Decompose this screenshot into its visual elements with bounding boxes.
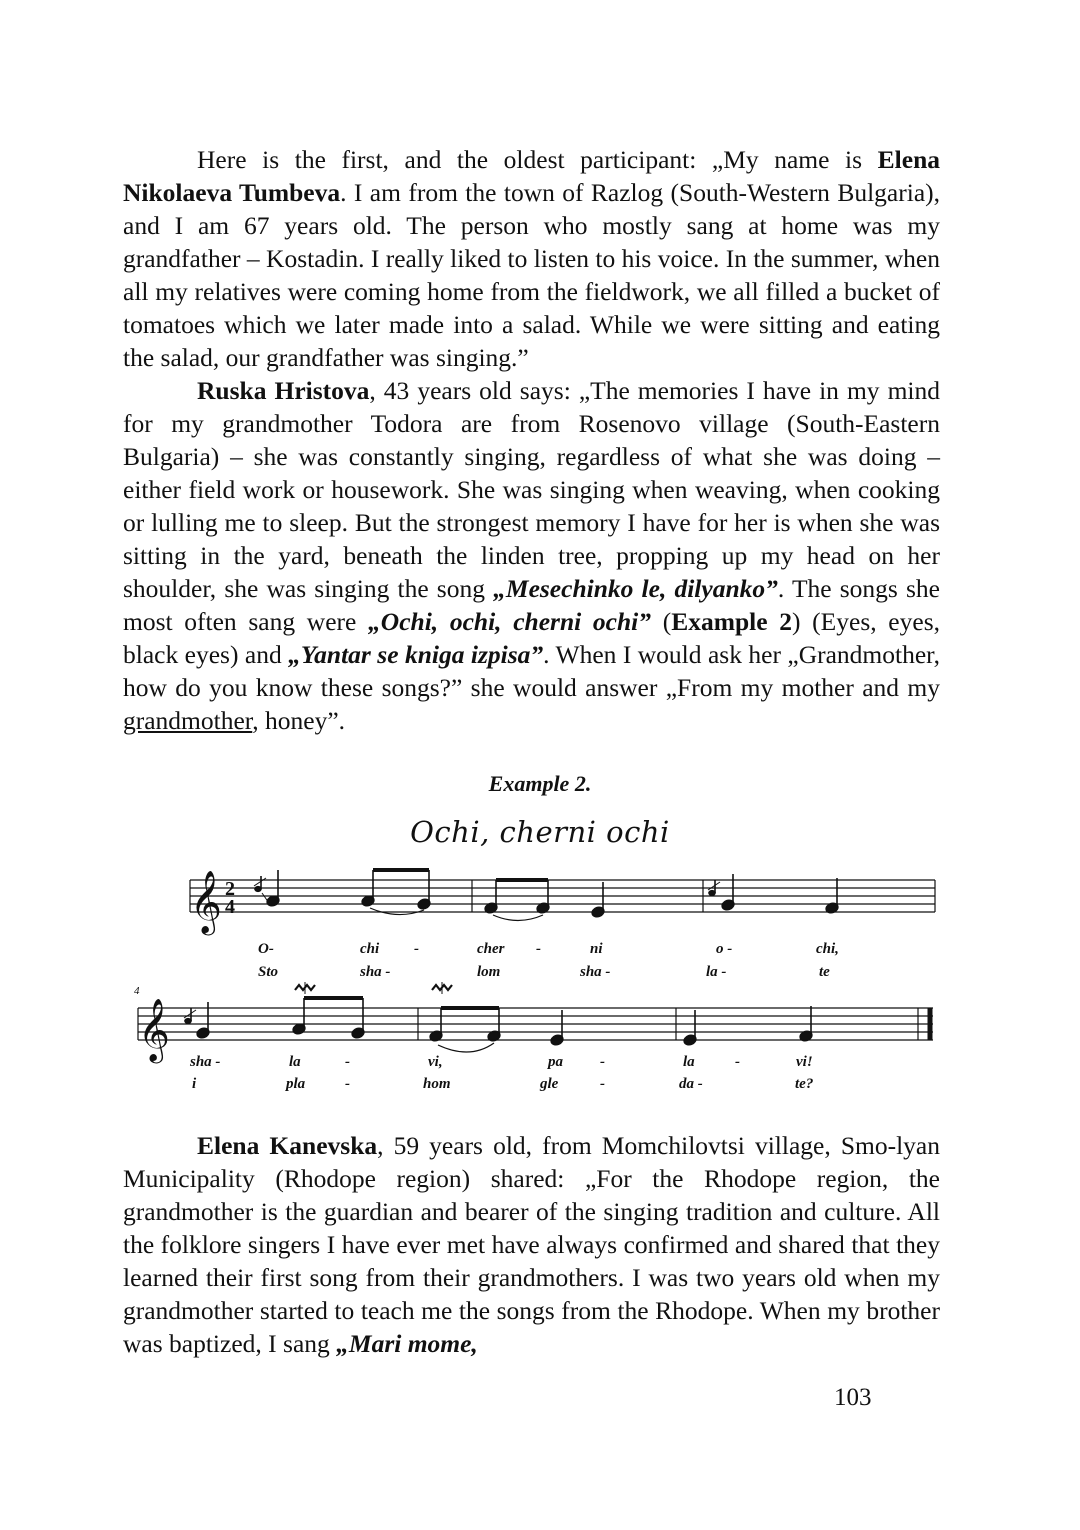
lyric: te? [795,1076,814,1092]
underlined-word: grandmother [123,706,253,735]
staff-system-1 [190,880,935,912]
lyric: Sto [258,964,279,980]
text-run: Here is the first, and the oldest participant: „My name is [197,145,878,174]
lyric: la - [706,964,727,980]
lyric: chi [360,941,380,957]
lyric: - [600,1076,605,1092]
song-title-inline: „Mari mome, [336,1329,478,1358]
treble-clef-icon: 𝄞 [190,870,222,933]
notes-system-2 [184,998,813,1052]
lyric: hom [423,1076,451,1092]
score-title: Ochi, cherni ochi [410,815,670,849]
lyric: pa [548,1054,563,1070]
text-run: . The songs she most often sang were [123,574,940,636]
lyric: - [414,941,419,957]
lyric: sha - [190,1054,221,1070]
lyric: i [192,1076,197,1092]
lyric: - [735,1054,740,1070]
time-signature-top: 2 [225,878,235,900]
measure-number: 4 [134,985,140,997]
lyric: la [289,1054,301,1070]
text-run: , honey”. [252,706,346,735]
lyrics-system-1 [258,941,839,980]
lyric: gle [540,1076,559,1092]
lyric: cher [477,941,505,957]
notes-system-1 [254,870,839,921]
lyric: chi, [816,941,839,957]
song-title-inline: „Mesechinko le, dilyanko” [493,574,778,603]
participant-name: Elena Kanevska [197,1131,378,1160]
participant-name: Elena Nikolaeva Tumbeva [123,145,940,207]
lyric: la [683,1054,695,1070]
lyric: o - [716,941,733,957]
text-run: ) (Eyes, eyes, black eyes) and [123,607,940,669]
lyric: lom [477,964,501,980]
lyric: sha - [360,964,391,980]
lyric: - [600,1054,605,1070]
song-title-inline: „Yantar se kniga izpisa” [288,640,544,669]
mordent-icon [295,982,315,994]
time-signature-bottom: 4 [225,896,235,918]
lyric: - [345,1076,350,1092]
lyric: - [536,941,541,957]
paragraph-hristova [123,374,940,737]
lyric: da - [679,1076,703,1092]
treble-clef-icon: 𝄞 [138,998,170,1061]
text-run: , 43 years old says: „The memories I have in my mind for my grandmother Todora are from Rosenovo village (South-Eastern Bulgaria) – she was constantly singing, regardless of what she was doing – either field work or housework. She was singing when weaving, when cooking or lulling me to sleep. But the strongest memory I have for her is when she was sitting in the yard, beneath the linden tree, propping up my head on her shoulder, she was singing the song [123,376,940,603]
mordent-icon [432,982,452,994]
participant-name: Ruska Hristova [197,376,370,405]
paragraph-kanevska [123,1129,940,1360]
text-run: ( [651,607,672,636]
text-run: , 59 years old, from Momchilovtsi village, Smo-lyan Municipality (Rhodope region) shared: „For the Rhodope region, the grandmother is the guardian and bearer of the singing tradition and culture. All the folklore singers I have ever met have always confirmed and shared that they learned their first song from their grandmothers. I was two years old when my grandmother started to teach me the songs from the Rhodope. When my brother was baptized, I sang [123,1131,940,1358]
song-title-inline: „Ochi, ochi, cherni ochi” [368,607,652,636]
lyric: - [345,1054,350,1070]
lyric: sha - [580,964,611,980]
lyric: vi! [796,1054,813,1070]
paragraph-tumbeva [123,143,940,374]
lyric: ni [590,941,603,957]
lyric: vi, [428,1054,443,1070]
lyric: te [819,964,830,980]
lyrics-system-2 [189,1054,813,1092]
text-run: . I am from the town of Razlog (South-Western Bulgaria), and I am 67 years old. The person who mostly sang at home was my grandfather – Kostadin. I really liked to listen to his voice. In the summer, when all my relatives were coming home from the fieldwork, we all filled a bucket of tomatoes which we later made into a salad. While we were sitting and eating the salad, our grandfather was singing.” [123,178,941,372]
example-reference: Example 2 [671,607,792,636]
lyric: O- [258,941,274,957]
lyric: pla [286,1076,306,1092]
music-score [0,860,1080,1110]
page-number: 103 [834,1384,872,1411]
example-caption: Example 2. [488,771,592,796]
text-run: . When I would ask her „Grandmother, how do you know these songs?” she would answer „From my mother and my [123,640,941,702]
staff-system-2 [138,1008,933,1040]
